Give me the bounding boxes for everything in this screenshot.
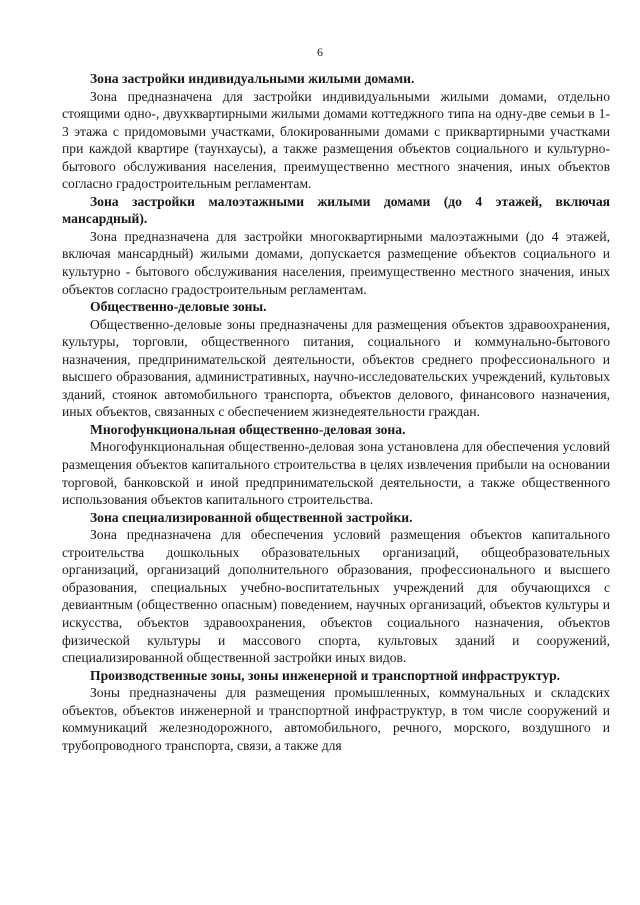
section-heading-specialized-public: Зона специализированной общественной застройки. (90, 509, 413, 525)
section-text-multifunctional: Многофункциональная общественно-деловая зона установлена для обеспечения условий размещения объектов капитального строительства в целях извлечения прибыли на основании торговой, банковской и иной предпринимательской деятельности, а также общественного использования объектов капитального строительства. (62, 439, 610, 508)
section-heading-production-infrastructure: Производственные зоны, зоны инженерной и транспортной инфраструктур. (90, 667, 561, 683)
section-heading-public-business: Общественно-деловые зоны. (90, 299, 267, 315)
section-text-low-rise-housing: Зона предназначена для застройки многоквартирными малоэтажными (до 4 этажей, включая мансардный) жилыми домами, допускается размещение объектов социального и культурно - бытового обслуживания населения, преимущественно местного значения, иных объектов согласно градостроительным регламентам. (62, 228, 610, 297)
section-text-specialized-public: Зона предназначена для обеспечения условий размещения объектов капитального строительства дошкольных образовательных организаций, общеобразовательных организаций, организаций дополнительного образования, профессионального и высшего образования, специальных учебно-воспитательных учреждений для обучающихся с девиантным (общественно опасным) поведением, научных организаций, объектов культуры и искусства, объектов здравоохранения, объектов социального назначения, объектов физической культуры и массового спорта, культовых зданий и сооружений, специализированной общественной застройки иных видов. (62, 527, 610, 666)
page-number: 6 (317, 45, 323, 59)
section-text-individual-housing: Зона предназначена для застройки индивидуальными жилыми домами, отдельно стоящими одно-, двухквартирными жилыми домами коттеджного типа на одну-две семьи в 1-3 этажа с придомовыми участками, блокированными домами с приквартирными участками при каждой квартире (таунхаусы), а также размещения объектов социального и культурно-бытового обслуживания населения, преимущественно местного значения, иных объектов согласно градостроительным регламентам. (62, 88, 610, 192)
section-heading-low-rise-housing: Зона застройки малоэтажными жилыми домами (до 4 этажей, включая мансардный). (62, 193, 610, 227)
section-text-production-infrastructure: Зоны предназначены для размещения промышленных, коммунальных и складских объектов, объектов инженерной и транспортной инфраструктур, в том числе сооружений и коммуникаций железнодорожного, автомобильного, речного, морского, воздушного и трубопроводного транспорта, связи, а также для (62, 685, 610, 753)
section-heading-individual-housing: Зона застройки индивидуальными жилыми домами. (90, 71, 415, 86)
document-body (62, 70, 610, 754)
section-heading-multifunctional: Многофункциональная общественно-деловая зона. (90, 421, 406, 437)
section-text-public-business: Общественно-деловые зоны предназначены для размещения объектов здравоохранения, культуры, торговли, общественного питания, социального и коммунально-бытового назначения, предпринимательской деятельности, объектов среднего профессионального и высшего образования, административных, научно-исследовательских учреждений, культовых зданий, стоянок автомобильного транспорта, объектов делового, финансового назначения, иных объектов, связанных с обеспечением жизнедеятельности граждан. (62, 316, 610, 420)
